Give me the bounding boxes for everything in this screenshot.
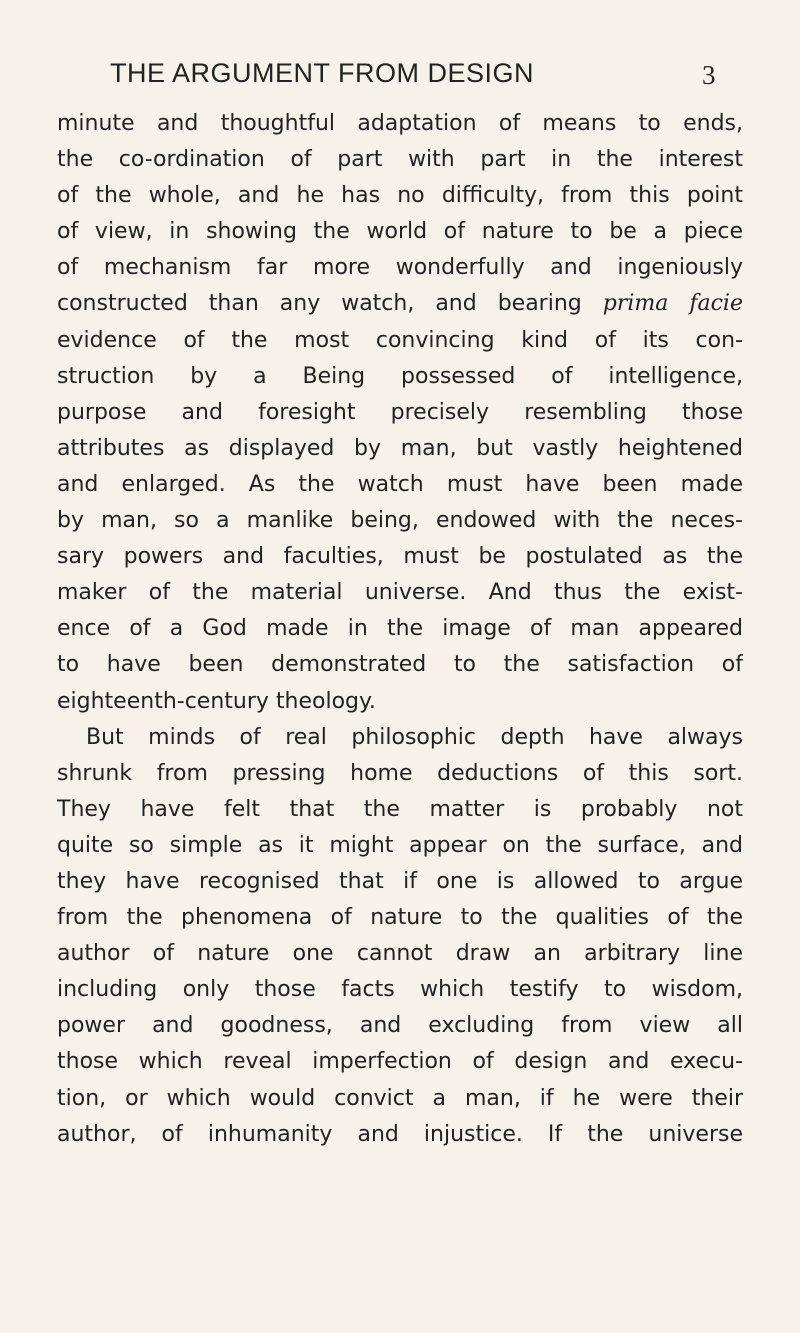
text-line: tion, or which would convict a man, if he were their [57,1085,743,1111]
running-header [0,58,800,98]
text-line: attributes as displayed by man, but vastly heightened [57,435,743,461]
text-line: of view, in showing the world of nature to be a piece [57,219,743,245]
italic-phrase: prima facie [602,291,743,317]
text-line: the co-ordination of part with part in the interest [57,147,743,173]
text-line: quite so simple as it might appear on the surface, and [57,832,743,858]
paragraph-1 [57,106,743,720]
text-line: maker of the material universe. And thus the exist- [57,580,743,606]
text-line: author, of inhumanity and injustice. If the universe [57,1121,743,1147]
text-line: shrunk from pressing home deductions of this sort. [57,760,743,786]
text-line: of mechanism far more wonderfully and ingeniously [57,255,743,281]
text-segment: constructed than any watch, and bearing [57,291,582,317]
text-line: ence of a God made in the image of man appeared [57,616,743,642]
running-title: THE ARGUMENT FROM DESIGN [110,58,535,88]
text-line: eighteenth-century theology. [57,688,376,714]
text-line: those which reveal imperfection of design and execu- [57,1049,743,1075]
text-line: evidence of the most convincing kind of its con- [57,327,743,353]
body-text [57,106,743,1153]
text-line: But minds of real philosophic depth have always [86,724,743,750]
text-line: minute and thoughtful adaptation of means to ends, [57,111,743,136]
text-line: they have recognised that if one is allowed to argue [57,868,743,894]
text-line: by man, so a manlike being, endowed with the neces- [57,508,743,534]
text-line: purpose and foresight precisely resembling those [57,399,743,425]
text-line: struction by a Being possessed of intelligence, [57,363,743,389]
text-line: and enlarged. As the watch must have been made [57,471,743,497]
text-line: including only those facts which testify to wisdom, [57,977,743,1003]
paragraph-2 [57,720,743,1153]
text-line-with-italic [57,286,743,322]
text-line: of the whole, and he has no difficulty, from this point [57,183,743,209]
text-line: They have felt that the matter is probably not [57,796,743,822]
text-line: sary powers and faculties, must be postulated as the [57,544,743,570]
text-line: to have been demonstrated to the satisfaction of [57,652,743,678]
text-line: from the phenomena of nature to the qualities of the [57,905,743,931]
page-number: 3 [702,60,716,90]
text-line: power and goodness, and excluding from view all [57,1013,743,1039]
text-line: author of nature one cannot draw an arbitrary line [57,941,743,967]
